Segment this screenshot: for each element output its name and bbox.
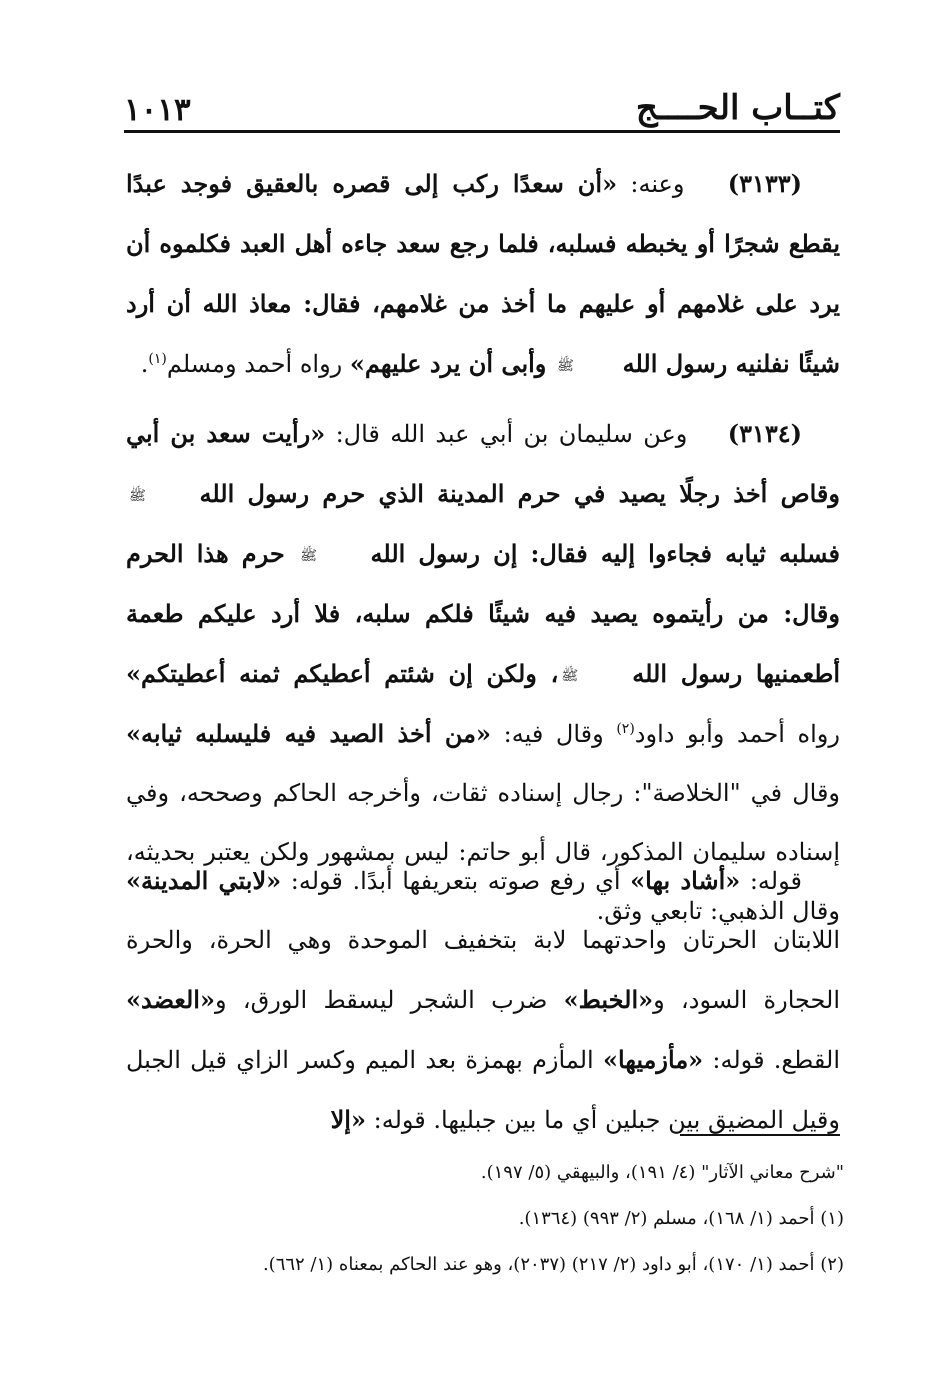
commentary-text: القطع. قوله: <box>712 1046 840 1074</box>
footnote-reference: (١) <box>148 351 167 367</box>
hadith-quote-ending: وأبى أن يرد عليهم» <box>349 349 547 378</box>
page-number: ١٠١٣ <box>124 92 191 128</box>
commentary-term: «مأزميها» <box>602 1045 704 1074</box>
footnotes <box>124 1150 844 1288</box>
footnote-reference: (٢) <box>616 721 635 737</box>
hadith-number: (٣١٣٣) <box>727 169 802 198</box>
hadith-grading-note: وقال في "الخلاصة": رجال إسناده ثقات، وأخرجه الحاكم وصححه، وفي إسناده سليمان المذكور، قال أبو حاتم: ليس بمشهور ولكن يعتبر بحديثه، وقال الذهبي: تابعي وثق. <box>126 779 840 925</box>
header-rule <box>124 130 840 133</box>
commentary-text: ضرب الشجر ليسقط الورق، و <box>214 986 548 1014</box>
hadith-section <box>126 154 840 941</box>
salutation-icon: ﷺ <box>557 357 574 374</box>
commentary-term: «إلا <box>330 1105 366 1134</box>
running-header <box>124 88 840 128</box>
hadith-quote-part-2: فسلبه ثيابه فجاءوا إليه فقال: إن رسول الله <box>370 539 840 568</box>
commentary-term: «العضد» <box>126 985 215 1014</box>
hadith-source: رواه أحمد وأبو داود <box>634 720 840 748</box>
salutation-icon: ﷺ <box>300 547 318 564</box>
commentary-text: أي رفع صوته بتعريفها أبدًا. قوله: <box>290 867 621 895</box>
hadith-quote-part-1: «رأيت سعد بن أبي وقاص أخذ رجلًا يصيد في حرم المدينة الذي حرم رسول الله <box>126 419 840 508</box>
footnote-separator <box>680 1134 840 1136</box>
commentary-paragraph <box>126 851 840 1150</box>
narration-variant: «من أخذ الصيد فيه فليسلبه ثيابه» <box>126 719 492 748</box>
hadith-quote: «أن سعدًا ركب إلى قصره بالعقيق فوجد عبدًا يقطع شجرًا أو يخبطه فسلبه، فلما رجع سعد جاءه أهل العبد فكلموه أن يرد على غلامهم أو عليهم ما أخذ من غلامهم، فقال: معاذ الله أن أرد شيئًا نفلنيه رسول الله <box>126 169 840 378</box>
salutation-icon: ﷺ <box>561 667 579 684</box>
footnote-2: (٢) أحمد (١/ ١٧٠)، أبو داود (٢/ ٢١٧) (٢٠٣٧)، وهو عند الحاكم بمعناه (١/ ٦٦٢). <box>262 1254 844 1275</box>
sentence-end: . <box>140 350 149 378</box>
hadith-3133 <box>126 154 840 394</box>
hadith-intro: وعن سليمان بن أبي عبد الله قال: <box>335 420 688 448</box>
hadith-number: (٣١٣٤) <box>727 419 802 448</box>
commentary-intro: قوله: <box>749 867 802 895</box>
footnote-1: (١) أحمد (١/ ١٦٨)، مسلم (٢/ ٩٩٣) (١٣٦٤). <box>518 1208 844 1229</box>
commentary-term: «لابتي المدينة» <box>126 866 282 895</box>
commentary-text: اللابتان الحرتان واحدتهما لابة بتخفيف الموحدة وهي الحرة، والحرة الحجارة السود، و <box>126 926 840 1014</box>
commentary-term: «الخبط» <box>563 985 654 1014</box>
commentary-term: «أشاد بها» <box>630 866 741 895</box>
book-title: كتــاب الحــــج <box>635 88 840 128</box>
footnote-continuation: "شرح معاني الآثار" (٤/ ١٩١)، والبيهقي (٥/ ١٩٧). <box>480 1162 844 1183</box>
hadith-source: رواه أحمد ومسلم <box>166 350 343 378</box>
salutation-icon: ﷺ <box>129 487 146 504</box>
commentary-text: المأزم بهمزة بعد الميم وكسر الزاي قيل الجبل وقيل المضيق بين جبلين أي ما بين جبليها. قوله: <box>126 1046 840 1134</box>
hadith-intro: وعنه: <box>630 170 685 198</box>
hadith-quote-part-3: حرم هذا الحرم وقال: من رأيتموه يصيد فيه شيئًا فلكم سلبه، فلا أرد عليكم طعمة أطعمنيها رسول الله <box>126 539 840 688</box>
hadith-quote-part-4: ، ولكن إن شئتم أعطيكم ثمنه أعطيتكم» <box>126 659 559 688</box>
narration-variant-intro: وقال فيه: <box>503 720 604 748</box>
